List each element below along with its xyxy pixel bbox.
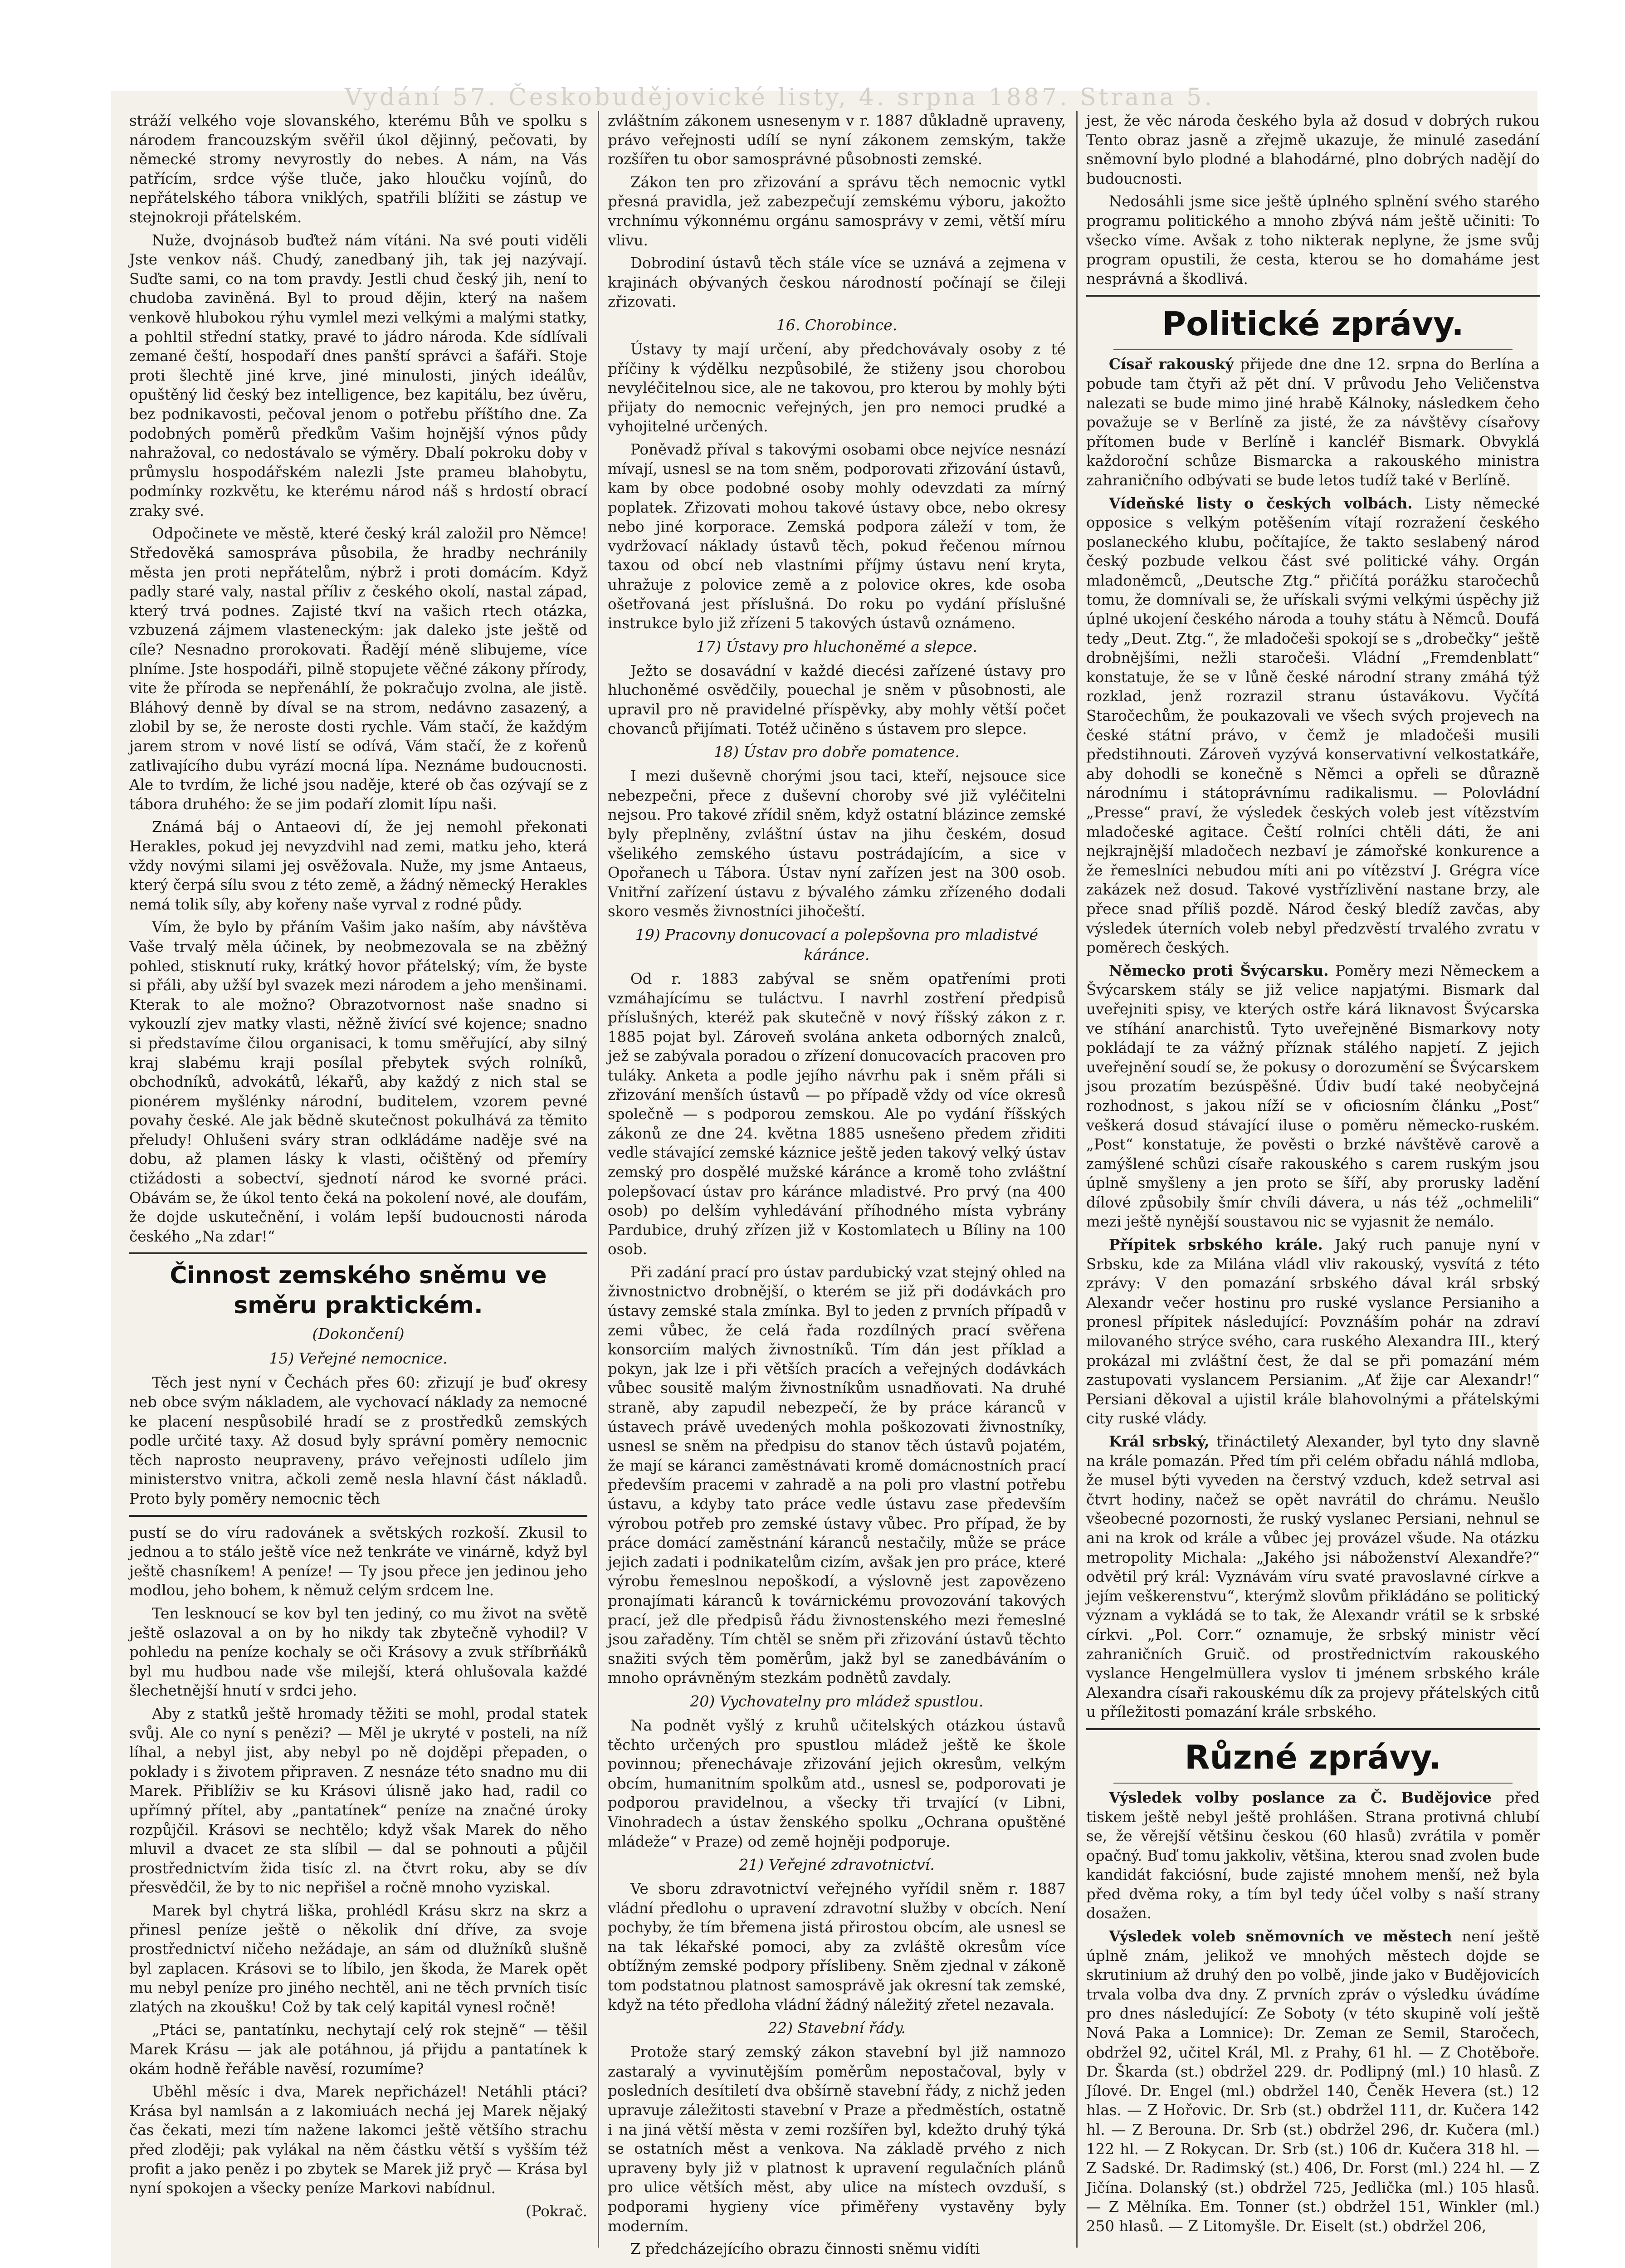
column-rule-left [598,111,599,2248]
feuilleton-paragraph: „Ptáci se, pantatínku, nechytají celý rok stejně“ — těšil Marek Krásu — jak ale potáhnou, já přijdu a pantatínek k okám hodně řeřáble navěsí, rozumíme? [129,2021,587,2077]
article-paragraph: Nuže, dvojnásob buďtež nám vítáni. Na své pouti viděli Jste venkov náš. Chudý, zanedbaný jih, tak jej nazývají. Suďte sami, co na tom pravdy. Jestli chud český jih, není to chudoba zaviněná. Byl to proud dějin, který na našem venkově hlubokou rýhu vymlel mezi velkými a malými statky, a pohltil střední statky, pravé to jádro národa. Kde sídlívali zemané čeští, hospodaří dnes panští správci a šafáři. Stoje proti šlechtě jiné krve, jiné minulosti, jiných ideálův, opuštěný lid český bez intelligence, bez kapitálu, bez úvěru, bez podnikavosti, pečoval jenom o potřebu příštího dne. Za podobných poměrů předkům Vašim hojnější výnos půdy nahražoval, co nedostávalo se výměry. Dbalí pokroku doby v průmyslu hospodářském nalezli Jste prameu blahobytu, podmínky rozkvětu, ke kterému národ náš s hrdostí obrací zraky své. [129,231,587,519]
news-item-lead: Výsledek voleb sněmovních ve městech [1109,1927,1452,1945]
news-item [1086,355,1540,490]
article-paragraph: Dobrodiní ústavů těch stále více se uznává a zejmena v krajinách obývaných českou národností počínají se čileji zřizovati. [608,254,1066,311]
article-paragraph: Poněvadž příval s takovými osobami obce nejvíce nesnází mívají, usnesl se na tom sněm, podporovati zřizování ústavů, kam by obce podobné osoby mohly odevzdati za mírný poplatek. Zřizovati mohou takové ústavy obce, nebo okresy nebo jiné korporace. Zemská podpora záleží v tom, že vydržovací náklady ústavů těch, pokud řečenou mírnou taxou od obcí neb vlastními příjmy ústavu není kryta, uhražuje z polovice země a z polovice okres, kde osoba ošetřovaná jest příslušná. Do roku po vydání příslušné instrukce bylo již zřízeni 5 takových ústavů oznámeno. [608,440,1066,632]
news-item-lead: Vídeňské listy o českých volbách. [1109,494,1413,512]
section-heading-misc: Různé zprávy. [1185,1738,1441,1776]
section-subheading: 22) Stavební řády. [768,2019,906,2037]
article-paragraph: Těch jest nyní v Čechách přes 60: zřizují je buď okresy neb obce svým nákladem, ale vychovací náklady za nemocné ke placení nespůsobilé hradí se z prostředků zemských podle určité taxy. Až dosud byly správní poměry nemocnic těch naprosto neupraveny, právo veřejnosti udílelo jim ministerstvo vnitra, ačkoli země nesla hlavní část nákladů. Proto byly poměry nemocnic těch [129,1374,587,1507]
section-subheading: 16. Chorobince. [776,316,898,334]
section-subheading: 19) Pracovny donucovací a polepšovna pro mladistvé káránce. [635,925,1039,963]
feuilleton-paragraph: Ten lesknoucí se kov byl ten jediný, co mu život na světě ještě oslazoval a on by ho nikdy tak zbytečně vyhodil? V pohledu na peníze kochaly se oči Krásovy a zvuk stříbrňáků byl mu hudbou nade vše milejší, která ohlušovala každé šlechetnější hnutí v srdci jeho. [129,1604,587,1700]
section-subheading: 21) Veřejné zdravotnictví. [739,1856,935,1874]
news-item-lead: Výsledek volby poslance za Č. Budějovice [1109,1788,1492,1806]
feuilleton-paragraph: Aby z statků ještě hromady těžiti se mohl, prodal statek svůj. Ale co nyní s penězi? — Měl je ukryté v posteli, na níž líhal, a nebyl jist, aby nebyl po ně dojděpi přepaden, o poklady i s životem připraven. Z nesnáze této snadno mu dii Marek. Přiblíživ se ku Krásovi úlisně jako had, radil co upřímný přítel, aby „pantatínek“ peníze na značné úroky rozpůjčil. Krásovi se nechtělo; když však Marek do něho mluvil a dvacet ze sta slíbil — dal se pohnouti a půjčil prostřednictvím žida tisíc zl. na čtvrt roku, aby se dív přesvědčil, že by to nic nepřišel a ročně mnoho vyziskal. [129,1705,587,1897]
column-middle [608,111,1066,2258]
article-paragraph: jest, že věc národa českého byla až dosud v dobrých rukou Tento obraz jasně a zřejmě ukazuje, že minulé zasedání sněmovní bylo plodné a blahodárné, plno dobrých nadějí do budoucnosti. [1086,112,1540,187]
running-head: Vydání 57. Českobudějovické listy, 4. srpna 1887. Strana 5. [345,84,1215,111]
section-heading-politics: Politické zprávy. [1162,305,1464,343]
news-item [1086,494,1540,958]
article-paragraph: Ve sboru zdravotnictví veřejného vyřídil sněm r. 1887 vládní předlohu o upravení zdravotní služby v obcích. Není pochyby, že tím břemena jistá přirostou obcím, ale usnesl se na tak lékařské pomoci, aby za zvláště okresům více obtížným zemské podpory příslibeny. Sněm zjednal v zákoně tom podstatnou platnost samosprávě jak okresní tak zemské, když na této předloha vládní žádný náležitý zřetel nezavala. [608,1880,1066,2014]
article-paragraph: Známá báj o Antaeovi dí, že jej nemohl překonati Herakles, pokud jej nevyzdvihl nad zemi, matku jeho, která vždy novými silami jej osvěžovala. Nuže, my jsme Antaeus, který čerpá sílu svou z této země, a žádný německý Herakles nemá tolik síly, aby kořeny naše vyrval z rodné půdy. [129,818,587,913]
column-right [1086,111,1540,2248]
article-paragraph: zvláštním zákonem usnesenym v r. 1887 důkladně upraveny, právo veřejnosti udílí se nyní zákonem zemským, takže rozšířen tu obor samosprávné působnosti zemské. [608,112,1066,168]
news-item-text: přijede dne dne 12. srpna do Berlína a pobude tam čtyři až pět dní. V průvodu Jeho Veličenstva nalezati se bude mimo jiné hrabě Kálnoky, následkem čeho považuje se v Berlíně za jisté, že za návštěvy císařovy přítomen bude v Berlíně i kancléř Bismark. Obvyklá každoroční schůze Bismarcka a rakouského ministra zahraničního odbývati se bude letos tudíž také v Berlíně. [1086,356,1540,489]
news-item-text: není ještě úplně znám, jelikož ve mnohých městech dojde se skrutinium až druhý den po volbě, jinde jako v Budějovicích trvala volba dva dny. Z prvních zpráv o výsledku úvádíme pro dnes následující: Ze Soboty (v této skupině volí ještě Nová Paka a Lomnice): Dr. Zeman ze Semil, Staročech, obdržel 92, učitel Král, Ml. z Prahy, 61 hl. — Z Chotěboře. Dr. Škarda (st.) obdržel 229. dr. Podlipný (ml.) 10 hlasů. Z Jílové. Dr. Engel (ml.) obdržel 140, Čeněk Hevera (st.) 12 hlas. — Z Hořovic. Dr. Srb (st.) obdržel 111, dr. Kučera 142 hl. — Z Berouna. Dr. Srb (st.) obdržel 296, dr. Kučera (ml.) 122 hl. — Z Rokycan. Dr. Srb (st.) 106 dr. Kučera 318 hl. — Z Sadské. Dr. Radimský (st.) 406, Dr. Forst (ml.) 224 hl. — Z Jičína. Dolanský (st.) obdržel 725, Jedlička (ml.) 105 hlasů. — Z Mělníka. Em. Tonner (st.) obdržel 151, Winkler (ml.) 250 hlasů. — Z Litomyšle. Dr. Eiselt (st.) obdržel 206, [1086,1928,1540,2235]
news-item-lead: Král srbský, [1109,1432,1210,1450]
news-item-text: třináctiletý Alexander, byl tyto dny slavně na krále pomazán. Před tím při celém obřadu náhlá mdloba, že musel býti vyveden na čerstvý vzduch, kdež setrval asi čtvrt hodiny, načež se opět navrátil do chrámu. Neušlo všeobecné pozornosti, že ruský vyslanec Persiani, nehnul se ani na krok od krále a vůbec jej provázel všude. Na otázku metropolity Michala: „Jakého jsi náboženství Alexandře?“ odvětil prý král: Vyznávám víru svaté pravoslavné církve a jejím veškerenstvu“, kterýmž slovům přikládáno se politický význam a vykládá se to tak, že Alexandr vrátil se k srbské církvi. „Pol. Corr.“ oznamuje, že srbský ministr věcí zahraničních Gruič. od prostřednictvím rakouského vyslance Hengelmüllera vyslov ti jménem srbského krále Alexandra císaři rakouskému dík za projevy přátelských citů u příležitosti pomazání krále srbského. [1086,1433,1540,1721]
news-item-lead: Přípitek srbského krále. [1109,1236,1323,1254]
feuilleton-paragraph: Uběhl měsíc i dva, Marek nepřicházel! Netáhli ptáci? Krása byl namlsán a z lakomiuách nechá jej Marek nějaký čas čekati, mezi tím nažene lakomci ještě většího strachu před zloději; pak vylákal na něm částku větší s vyšším též profit a jako peněz i po zbytek se Marek již pryč — Krása byl nyní spokojen a všecky peníze Markovi nabídnul. [129,2083,587,2197]
article-paragraph: Odpočinete ve městě, které český král založil pro Němce! Středověká samospráva působila, že hradby nechránily města jen proti nepřátelům, nýbrž i proti domácím. Když padly staré valy, nastal příliv z českého okolí, nastal západ, který trvá podnes. Zajisté tkví na vašich rtech otázka, vzbuzená zájmem vlasteneckým: jak daleko jste ještě od cíle? Nesnadno prorokovati. Řadějí méně slibujeme, více plníme. Jste hospodáři, pilně stopujete věčné zákony přírody, vite že příroda se nepřenáhlí, že pokračujo zvolna, ale jistě. Bláhový denně by díval se na strom, nedávno zasazený, a zlobil by se, že neroste dosti rychle. Vám stačí, že každým jarem strom v nové listí se odívá, Vám stačí, že z kořenů zatlivajícího dubu vyrází mocná lípa. Neznáme budoucnosti. Ale to tvrdím, že liché jsou naděje, které ob čas ozývají se z tábora druhého: že se jim podaří zlomit lípu naši. [129,525,587,813]
article-paragraph: Od r. 1883 zabýval se sněm opatřeními proti vzmáhajícímu se tuláctvu. I navrhl zostření předpisů příslušných, kteréž pak skutečně v nový říšský zákon z r. 1885 pojat byl. Zároveň svolána anketa odborných znalců, jež se zabývala poradou o zřízení donucovacích pracoven pro tuláky. Anketa a podle jejího návrhu pak i sněm přáli si zřizování menších ústavů — po případě vždy od více okresů společně — s podporou zemskou. Ale po vydání říšských zákonů ze dne 24. května 1885 usnešeno předem zřiditi vedle stávající zemské káznice ještě jeden takový velký ústav zemský pro dospělé mužské káránce a kromě toho zvláštní polepšovací ústav pro káránce mladistvé. Pro prvý (na 400 osob) po delším vyhledávání příhodného místa vybrány Pardubice, druhý zřízen již v Kostomlatech u Bíliny na 100 osob. [608,970,1066,1258]
column-rule-right [1076,111,1078,2248]
feuilleton-paragraph: Marek byl chytrá liška, prohlédl Krásu skrz na skrz a přinesl peníze ještě o několik dní dříve, za svoje prostřednictví ničeho nežádaje, an sám od dlužníků slušně byl zaplacen. Krásovi se to líbilo, jen škoda, že Marek opět mu nebyl peníze pro jiného nechtěl, ani ne těch prvních tisíc zlatých na zkoušku! Což by tak celý kapitál vynesl ročně! [129,1901,587,2016]
article-headline: Činnost zemského sněmu ve směru praktickém. [170,1262,547,1320]
news-item-lead: Německo proti Švýcarsku. [1109,961,1329,979]
news-item-text: před tiskem ještě nebyl ještě prohlášen. Strana protivná chlubí se, že věrejší většinu českou (60 hlasů) zvrátila v poměr opačný. Buď tomu jakkoliv, většina, kterou snad zvolen bude kandidát fakciósní, bude zajisté mnohem menší, než byla před dvěma roky, a tím byl tedy účel volby s naší strany dosažen. [1086,1789,1540,1922]
news-item-text: Poměry mezi Německem a Švýcarskem stály se již velice napjatými. Bismark dal uveřejniti spisy, ve kterých ostře kárá liknavost Švýcarska ve stíhání anarchistů. Tyto uveřejněné Bismarkovy noty pokládají te za vážný příznak stálého napjetí. Z jejich uveřejnění soudí se, že pokusy o dorozumění se Švýcarskem jsou prozatím bezúspěšné. Údiv budí také neobyčejná rozhodnost, s jakou níží se v oficiosním článku „Post“ veškerá dosud stávající iluse o poměru německo-ruském. „Post“ konstatuje, že pověsti o brzké návštěvě carově a zamýšlené schůzi císaře rakouského s carem ruským jsou úplně smyšleny a jen proto se šíří, aby prorusky ladění dílové způsobily šmír chvíli dávera, u nás též „ochmelili“ mezi ještě nynější soustavou nic se vyjasnit že nemálo. [1086,962,1540,1231]
heading-underline [1113,349,1513,350]
feuilleton-paragraph: pustí se do víru radovánek a světských rozkoší. Zkusil to jednou a to stálo ještě více než tenkráte ve vinárně, když byl ještě chasníkem! A peníze! — Ty jsou přece jen jedinou jeho modlou, jeho bohem, k němuž celým srdcem lne. [129,1524,587,1599]
news-item [1086,961,1540,1232]
news-item [1086,1927,1540,2236]
article-paragraph: Vím, že bylo by přáním Vašim jako naším, aby návštěva Vaše trvalý měla účinek, by neobmezovala se na zběžný pohled, stisknutí ruky, krátký hovor přátelský; vím, že byste si přáli, aby užší byl svazek mezi národem a jeho menšinami. Kterak to ale možno? Obrazotvornost naše snadno si vykouzlí zjev matky vlasti, něžně živící své kojence; snadno si představíme čilou organisaci, k tomu směřující, aby silný kraj slabému kraji posílal přebytek svých rolníků, obchodníků, advokátů, lékařů, aby každý z nich stal se pionérem myšlénky národní, buditelem, vzorem pevné povahy české. Ale jak bědně skutečnost pokulhává za těmito přeludy! Ohlušeni sváry stran odkládáme naděje své na dobu, až plamen lásky k vlasti, očištěný od přemíry ctižádosti a sobectví, sjednotí národ ke svorné práci. Obávám se, že úkol tento čeká na pokolení nové, ale doufám, že dojde uskutečnění, i volám lepší budoucnosti národa českého „Na zdar!“ [129,919,587,1245]
news-item [1086,1235,1540,1428]
article-paragraph: stráží velkého voje slovanského, kterému Bůh ve spolku s národem francouzským svěřil úkol dějinný, pečovati, by německé stromy nevyrostly do nebes. A nám, na Vás patřícím, srdce výše tluče, jako hloučku vojínů, do nepřátelského tábora vniklých, spatřili blížiti se zástup ve stejnokroji přátelském. [129,112,587,226]
article-paragraph: Z předcházejícího obrazu činnosti sněmu vidíti [630,2240,980,2258]
article-paragraph: Zákon ten pro zřizování a správu těch nemocnic vytkl přesná pravidla, jež zabezpečují zemskému výboru, jakožto vrchnímu výkonnému orgánu samosprávy v zemi, větší míru vlivu. [608,173,1066,249]
heading-underline [1113,1783,1513,1784]
news-item [1086,1788,1540,1923]
article-paragraph: Ústavy ty mají určení, aby předchovávaly osoby z té příčiny k výdělku nezpůsobilé, že stiženy jsou chorobou nevyléčitelnou sice, ale ne takovou, pro kterou by mohly býti přijaty do nemocnic veřejných, jen pro nemoci prudké a vyhojitelné určených. [608,340,1066,435]
news-item-text: Listy německé opposice s velkým potěšením vítají rozražení českého poslaneckého klubu, počítajíce, že takto seslabený národ český pozbude velkou část své politické váhy. Orgán mladoněmců, „Deutsche Ztg.“ přičítá porážku staročechů tomu, že domnívali se, že uřískali svými velkými úspěchy již úplné ukojení českého národa a touhy státu à Němců. Doufá tedy „Deut. Ztg.“, že mladočeši spokojí se s „drobečky“ ještě drobnějšími, nežli staročeši. Vládní „Fremdenblatt“ konstatuje, že se v lůně české národní strany zmáhá týž rozklad, jenž rozrazil stranu ústavákovu. Vyčítá Staročechům, že poukazovali ve všech svých projevech na české státní právo, v čemž je mladočeši musili předstihnouti. Zároveň vyzývá konservativní velkostatkáře, aby dohodli se konečně s Němci a opřeli se důrazně národnímu i státoprávnímu radikalismu. — Polovládní „Presse“ praví, že výsledek českých voleb jest vítězstvím mladočeské agitace. Čeští rolníci chtěli dáti, že ani nejkrajnější mladočech nezbaví je zámořské konkurence a že řemeslníci nebudou míti ani po vítězství J. Grégra více zakázek než dosud. Takové vystřízlivění nastane brzy, ale přece snad příliš pozdě. Národ český bledíž zavčas, aby výsledek úterních voleb nebyl předzvěstí trvalého zvratu v poměrech českých. [1086,494,1540,957]
news-item-text: Jaký ruch panuje nyní v Srbsku, kde za Milána vládl vliv rakouský, vysvítá z této zprávy: V den pomazání srbského dával král srbský Alexandr večer hostinu pro ruské vyslance Persianiho a pronesl přípitek následující: Povznáším pohár na zdraví milovaného strýce svého, cara ruského Alexandra III., který prokázal mi zvláštní čest, že dal se při pomazání mém zastupovati vyslancem Persianim. „Ať žije car Alexandr!“ Persiani děkoval a ujistil krále blahovolnými a přátelskými city ruské vlády. [1086,1236,1540,1427]
article-paragraph: I mezi duševně chorými jsou taci, kteří, nejsouce sice nebezpečni, přece z duševní choroby své již vyléčitelni nejsou. Pro takové zřídil sněm, když ostatní blázince zemské byly přeplněny, zvláštní ústav na jihu českém, dosud všelikého zemského ústavu postrádajícím, a sice v Opořanech u Tábora. Ústav nyní zařízen jest na 300 osob. Vnitřní zařízení ústavu z bývalého zámku zřízeného dodali skoro vesměs živnostníci jihočeští. [608,767,1066,920]
section-divider [1086,295,1540,297]
news-item [1086,1432,1540,1722]
news-item-lead: Císař rakouský [1109,355,1234,373]
continuation-note: (Pokrač. [526,2202,587,2220]
article-paragraph: Ježto se dosavádní v každé diecési zařízené ústavy pro hluchoněmé osvědčily, pouechal je sněm v působnosti, ale upravil pro ně pravidelné příspěvky, aby mohly větší počet chovanců přijímati. Totéž učiněno s ústavem pro slepce. [608,662,1066,738]
section-subheading: 17) Ústavy pro hluchoněmé a slepce. [696,637,977,655]
section-divider [1086,1728,1540,1730]
section-subheading: 20) Vychovatelny pro mládež spustlou. [690,1692,984,1710]
column-left [129,111,587,2248]
article-paragraph: Nedosáhli jsme sice ještě úplného splnění svého starého programu politického a mnoho zbývá nám ještě učiniti: To všecko víme. Avšak z toho nikterak neplyne, že jsme svůj program opustili, že cesta, kterou se ho domaháme jest nesprávná a škodlivá. [1086,193,1540,288]
section-subheading: 15) Veřejné nemocnice. [269,1349,448,1368]
section-divider [129,1515,587,1517]
article-subtitle: (Dokončení) [312,1325,405,1343]
section-divider [129,1252,587,1254]
article-paragraph: Protože starý zemský zákon stavební byl již namnozo zastaralý a vyvinutějším poměrům nepostačoval, byly v posledních desítiletí dva obšírně stavební řády, z nichž jeden upravuje záležitosti stavební v Praze a předměstích, ostatně i na jiná větší města v zemi rozšířen byl, kdežto druhý týká se ostatních měst a venkova. Na základě prvého z nich upraveny byly již v platnost k upravení regulačních plánů pro ulice větších měst, aby ulice na místech ovzduší, s podporami hygieny více přiměřeny vystavěny byly moderním. [608,2043,1066,2235]
article-paragraph: Při zadání prací pro ústav pardubický vzat stejný ohled na živnostnictvo drobnější, o kterém se již při dodávkách pro ústavy zemské stala zmínka. Byl to jeden z prvních případů v zemi vůbec, že celá řada rozdílných prací svěřena konsorciím malých živnostníků. Tím dán jest příklad a pokyn, jak lze i při větších pracích a veřejných dodávkách vůbec sousitě malým živnostníkům usnadňovati. Na druhé straně, aby zapudil nebezpečí, že by práce káranců v ústavech právě uvedených mohla poškozovati živnostníky, usnesl se sněm na předpisu do stanov těch ústavů pojatém, že mají se káranci zaměstnávati kromě domácnostních prací především pracemi v zahradě a na poli pro vlastní potřebu ústavu, a kdyby tato práce vedle ústavu zase především výrobou potřeb pro zemské ústavy vůbec. Pro případ, že by práce domácí zaměstnání káranců nestačily, může se práce jejich zadati i podnikatelům cizím, avšak jen pro práce, které výrobu řemeslnou nepoškodí, a výslovně jest zapovězeno pronajímati káranců k továrnickému provozování takových prací, jež dle předpisů řádu živnostenského mezi řemeslné jsou zařaděny. Tím chtěl se sněm při zřizování ústavů těchto snažiti svých těm poměrům, jakž byl se zanedbáváním o mnoho oprávněným stezkám podnětů zavdaly. [608,1263,1066,1687]
article-paragraph: Na podnět vyšlý z kruhů učitelských otázkou ústavů těchto určených pro spustlou mládež ještě ke škole povinnou; přenechávaje zřizování jejich okresům, velkým obcím, humanitním spolkům atd., usnesl se, podporovati je podporou pravidelnou, a všecky tři trvající (v Libni, Vinohradech a ústav ženského spolku „Ochrana opuštěné mládeže“ v Praze) od země hojněji podporuje. [608,1716,1066,1850]
section-subheading: 18) Ústav pro dobře pomatence. [714,743,960,761]
